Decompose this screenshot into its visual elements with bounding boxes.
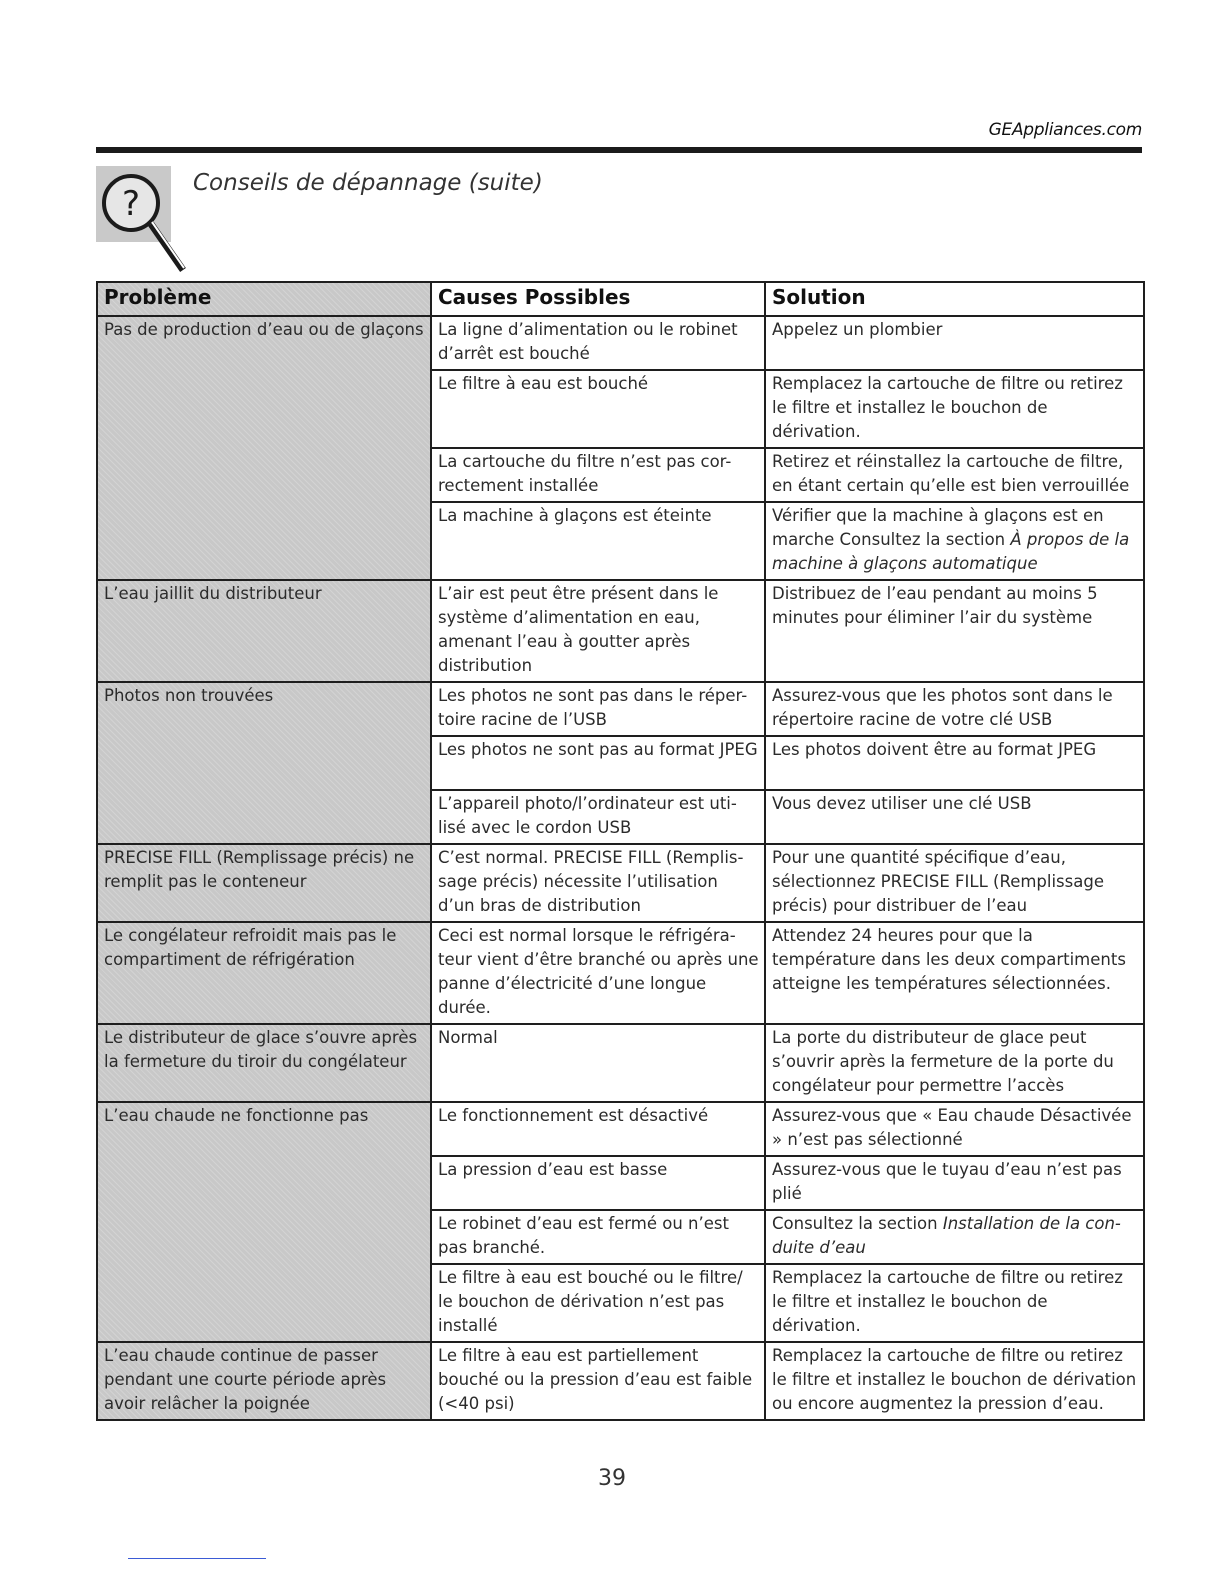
solution-text: Vérifier que la machine à glaçons est en marche Consultez la section xyxy=(772,506,1104,549)
cause-cell: La machine à glaçons est éteinte xyxy=(431,502,765,580)
solution-cell xyxy=(765,502,1144,580)
table-row xyxy=(97,1342,1144,1420)
table-row xyxy=(97,316,1144,370)
cause-cell: Le filtre à eau est bouché ou le filtre/ le bouchon de dérivation n’est pas installé xyxy=(431,1264,765,1342)
problem-cell: Le congélateur refroidit mais pas le compartiment de réfrigération xyxy=(97,922,431,1024)
table-row xyxy=(97,682,1144,736)
cause-cell: Normal xyxy=(431,1024,765,1102)
problem-cell: Photos non trouvées xyxy=(97,682,431,844)
cause-cell: Ceci est normal lorsque le réfrigéra-teur vient d’être branché ou après une panne d’électricité d’une longue durée. xyxy=(431,922,765,1024)
table-header-row xyxy=(97,282,1144,316)
cause-cell: Les photos ne sont pas au format JPEG xyxy=(431,736,765,790)
footer-line xyxy=(128,1558,266,1559)
solution-cell: Pour une quantité spécifique d’eau, sélectionnez PRECISE FILL (Remplissage précis) pour distribuer de l’eau xyxy=(765,844,1144,922)
table-row xyxy=(97,1102,1144,1156)
cause-cell: Le filtre à eau est partiellement bouché ou la pression d’eau est faible (<40 psi) xyxy=(431,1342,765,1420)
header-solution: Solution xyxy=(765,282,1144,316)
problem-cell: L’eau chaude continue de passer pendant une courte période après avoir relâcher la poignée xyxy=(97,1342,431,1420)
solution-cell: Assurez-vous que les photos sont dans le répertoire racine de votre clé USB xyxy=(765,682,1144,736)
cause-cell: L’air est peut être présent dans le système d’alimentation en eau, amenant l’eau à goutter après distribution xyxy=(431,580,765,682)
solution-cell: Assurez-vous que le tuyau d’eau n’est pas plié xyxy=(765,1156,1144,1210)
header-problem: Problème xyxy=(97,282,431,316)
table-row xyxy=(97,844,1144,922)
problem-cell: Le distributeur de glace s’ouvre après la fermeture du tiroir du congélateur xyxy=(97,1024,431,1102)
problem-cell: L’eau chaude ne fonctionne pas xyxy=(97,1102,431,1342)
solution-cell: Distribuez de l’eau pendant au moins 5 minutes pour éliminer l’air du système xyxy=(765,580,1144,682)
cause-cell: Les photos ne sont pas dans le réper-toire racine de l’USB xyxy=(431,682,765,736)
solution-cell: Les photos doivent être au format JPEG xyxy=(765,736,1144,790)
header-causes: Causes Possibles xyxy=(431,282,765,316)
problem-cell: PRECISE FILL (Remplissage précis) ne remplit pas le conteneur xyxy=(97,844,431,922)
cause-cell: L’appareil photo/l’ordinateur est uti-lisé avec le cordon USB xyxy=(431,790,765,844)
section-title: Conseils de dépannage (suite) xyxy=(193,170,543,196)
cause-cell: Le robinet d’eau est fermé ou n’est pas branché. xyxy=(431,1210,765,1264)
solution-cell xyxy=(765,1210,1144,1264)
solution-cell: Assurez-vous que « Eau chaude Désactivée » n’est pas sélectionné xyxy=(765,1102,1144,1156)
problem-cell: Pas de production d’eau ou de glaçons xyxy=(97,316,431,580)
solution-cell: Remplacez la cartouche de filtre ou retirez le filtre et installez le bouchon de dérivation. xyxy=(765,1264,1144,1342)
solution-cell: Remplacez la cartouche de filtre ou retirez le filtre et installez le bouchon de dérivation ou encore augmentez la pression d’eau. xyxy=(765,1342,1144,1420)
solution-cell: Vous devez utiliser une clé USB xyxy=(765,790,1144,844)
solution-section-ref: Installation de la con-duite d’eau xyxy=(772,1214,1121,1257)
website-url: GEAppliances.com xyxy=(988,120,1142,140)
page-number: 39 xyxy=(598,1466,626,1491)
troubleshooting-table xyxy=(96,281,1145,1421)
solution-cell: Retirez et réinstallez la cartouche de filtre, en étant certain qu’elle est bien verrouillée xyxy=(765,448,1144,502)
table-row xyxy=(97,922,1144,1024)
table-row xyxy=(97,1024,1144,1102)
cause-cell: La cartouche du filtre n’est pas cor-rectement installée xyxy=(431,448,765,502)
svg-text:?: ? xyxy=(121,184,141,224)
solution-cell: Appelez un plombier xyxy=(765,316,1144,370)
header-rule xyxy=(96,147,1142,153)
solution-cell: Attendez 24 heures pour que la température dans les deux compartiments atteigne les températures sélectionnées. xyxy=(765,922,1144,1024)
cause-cell: La ligne d’alimentation ou le robinet d’arrêt est bouché xyxy=(431,316,765,370)
cause-cell: Le filtre à eau est bouché xyxy=(431,370,765,448)
cause-cell: Le fonctionnement est désactivé xyxy=(431,1102,765,1156)
help-magnifier-icon xyxy=(96,166,196,276)
solution-cell: La porte du distributeur de glace peut s’ouvrir après la fermeture de la porte du congélateur pour permettre l’accès xyxy=(765,1024,1144,1102)
cause-cell: La pression d’eau est basse xyxy=(431,1156,765,1210)
cause-cell: C’est normal. PRECISE FILL (Remplis-sage précis) nécessite l’utilisation d’un bras de distribution xyxy=(431,844,765,922)
solution-text: Consultez la section xyxy=(772,1214,938,1233)
table-row xyxy=(97,580,1144,682)
solution-cell: Remplacez la cartouche de filtre ou retirez le filtre et installez le bouchon de dérivation. xyxy=(765,370,1144,448)
solution-section-ref: À propos de la machine à glaçons automatique xyxy=(772,530,1130,573)
problem-cell: L’eau jaillit du distributeur xyxy=(97,580,431,682)
